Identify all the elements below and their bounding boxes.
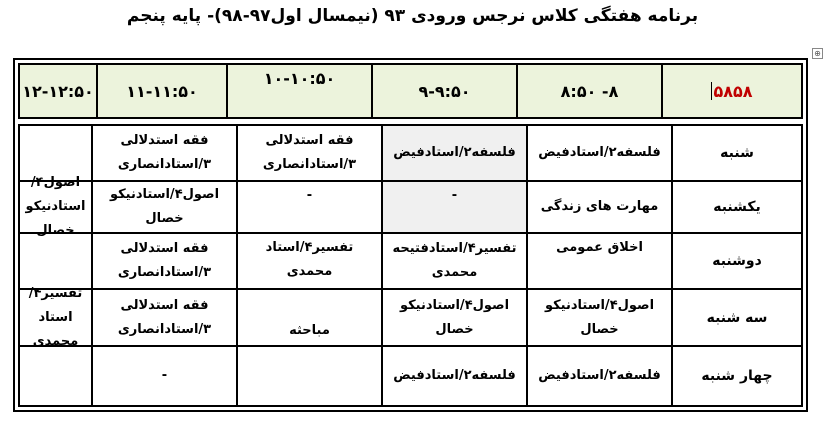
table-cell	[20, 347, 91, 405]
table-cell: فقه استدلالی ۳/استادانصاری	[91, 234, 236, 290]
table-cell: اصول۴/استادنیکو خصال	[20, 182, 91, 234]
day-cell: دوشنبه	[671, 234, 801, 290]
header-slot-3: ۱۰-۱۰:۵۰	[226, 65, 371, 117]
day-cell: چهار شنبه	[671, 347, 801, 405]
table-cell: اصول۴/استادنیکو خصال	[381, 290, 526, 347]
table-cell: فلسفه۲/استادفیض	[526, 126, 671, 182]
header-slot-1: ۸- ۸:۵۰	[516, 65, 661, 117]
table-cell: اصول۴/استادنیکو خصال	[526, 290, 671, 347]
table-cell: فلسفه۲/استادفیض	[526, 347, 671, 405]
header-slot-4: ۱۱-۱۱:۵۰	[96, 65, 226, 117]
header-slot-5: ۱۲-۱۲:۵۰	[22, 81, 94, 101]
header-code-cell[interactable]	[661, 65, 801, 117]
table-body	[18, 124, 803, 407]
table-cell: -	[381, 182, 526, 234]
table-cell: مباحثه	[236, 290, 381, 347]
table-move-handle-icon[interactable]: ⊕	[812, 48, 823, 59]
table-cell: مهارت های زندگی	[526, 182, 671, 234]
page-title: برنامه هفتگی کلاس نرجس ورودی ۹۳ (نیمسال اول۹۷-۹۸)- پایه پنجم	[126, 6, 699, 26]
table-cell: فقه استدلالی ۳/استادانصاری	[91, 290, 236, 347]
schedule-table	[13, 58, 808, 412]
table-cell: -	[91, 347, 236, 405]
day-cell: یکشنبه	[671, 182, 801, 234]
table-cell: اصول۴/استادنیکو خصال	[91, 182, 236, 234]
table-header-row	[18, 63, 803, 119]
table-cell: تفسیر۴/استاد محمدی	[20, 290, 91, 347]
table-cell: اخلاق عمومی	[526, 234, 671, 290]
table-cell: تفسیر۴/استاد محمدی	[236, 234, 381, 290]
table-cell: تفسیر۴/استادفتیحه محمدی	[381, 234, 526, 290]
table-cell: -	[236, 182, 381, 234]
header-slot-2: ۹-۹:۵۰	[371, 65, 516, 117]
day-cell: شنبه	[671, 126, 801, 182]
text-cursor	[711, 82, 712, 100]
header-code: ۵۸۵۸	[713, 81, 753, 101]
table-cell	[236, 347, 381, 405]
day-cell: سه شنبه	[671, 290, 801, 347]
table-cell: فلسفه۲/استادفیض	[381, 347, 526, 405]
table-cell: فقه استدلالی ۳/استادانصاری	[91, 126, 236, 182]
table-cell: فقه استدلالی ۳/استادانصاری	[236, 126, 381, 182]
table-cell: فلسفه۲/استادفیض	[381, 126, 526, 182]
